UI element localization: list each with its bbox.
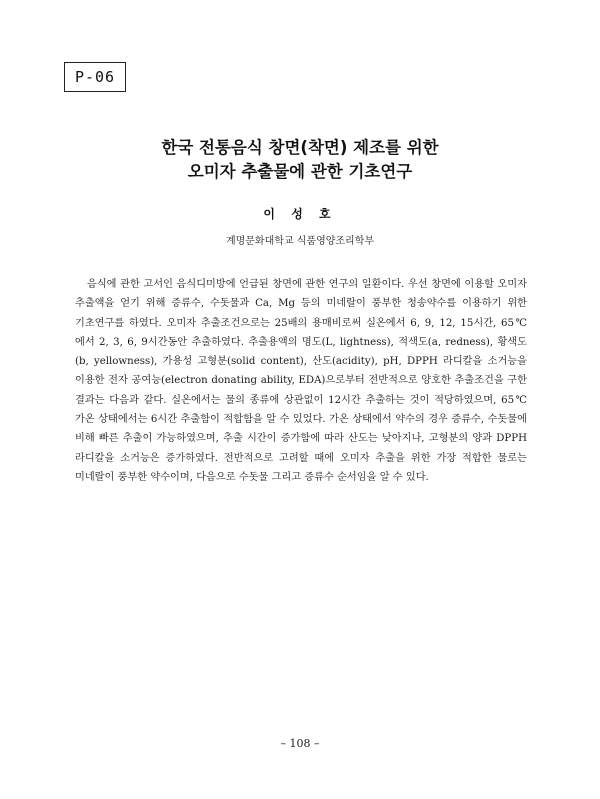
title-line-2: 오미자 추출물에 관한 기초연구 [187,162,413,181]
poster-id: P-06 [74,68,116,86]
author-name: 이 성 호 [263,207,337,221]
title-line-1: 한국 전통음식 창면(착면) 제조를 위한 [161,138,439,157]
paper-title [0,136,600,184]
abstract-text: 음식에 관한 고서인 음식디미방에 언급된 창면에 관한 연구의 일환이다. 우선 창면에 이용할 오미자 추출액을 얻기 위해 증류수, 수돗물과 Ca, Mg 등의 미네랄이 풍부한 청송약수를 이용하기 위한 기초연구를 하였다. 오미자 추출조건으로는 25배의 용매비로써 실온에서 6, 9, 12, 15시간, 65℃에서 2, 3, 6, 9시간동안 추출하였다. 추출용액의 명도(L, lightness), 적색도(a, redness), 황색도(b, yellowness), 가용성 고형분(solid content), 산도(acidity), pH, DPPH 라디칼을 소거능을 이용한 전자 공여능(electron donating ability, EDA)으로부터 전반적으로 양호한 추출조건을 구한 결과는 다음과 같다. 실온에서는 물의 종류에 상관없이 12시간 추출하는 것이 적당하였으며, 65℃ 가온 상태에서는 6시간 추출함이 적합함을 알 수 있었다. 가온 상태에서 약수의 경우 증류수, 수돗물에 비해 빠른 추출이 가능하였으며, 추출 시간이 증가함에 따라 산도는 낮아지나, 고형분의 양과 DPPH 라디칼을 소거능은 증가하였다. 전반적으로 고려할 때에 오미자 추출을 위한 가장 적합한 물로는 미네랄이 풍부한 약수이며, 다음으로 수돗물 그리고 증류수 순서임을 알 수 있다. [75,279,527,483]
author-affiliation: 계명문화대학교 식품영양조리학부 [225,236,375,247]
page-number: – 108 – [280,737,320,750]
poster-id-box [64,62,126,92]
